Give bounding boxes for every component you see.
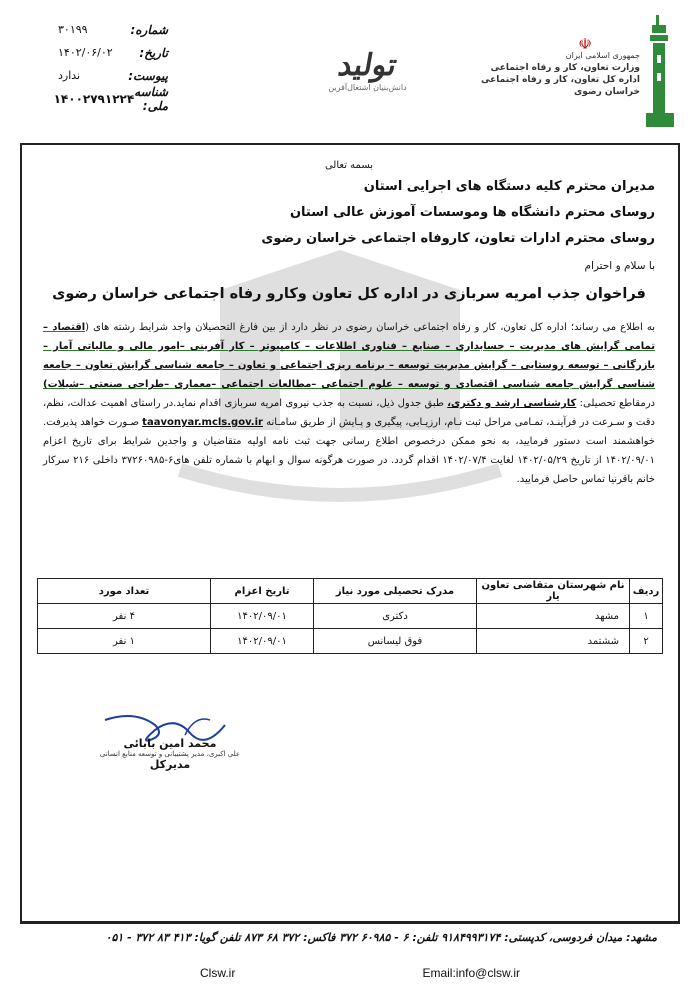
registration-site-link[interactable]: taavonyar.mcls.gov.ir	[142, 417, 263, 428]
website-link[interactable]: Clsw.ir	[200, 966, 236, 980]
recruitment-table	[37, 578, 663, 654]
table-header: نام شهرستان متقاضی تعاون یار	[477, 579, 630, 604]
signatory-note: علی اکبری، مدیر پشتیبانی و توسعه منابع انسانی	[99, 750, 241, 758]
tower-logo-icon	[642, 15, 680, 127]
table-header: تعداد مورد	[38, 579, 211, 604]
table-row	[38, 629, 663, 654]
footer-divider	[20, 922, 680, 924]
addressee-line: روسای محترم ادارات تعاون، کاروفاه اجتماعی خراسان رضوی	[261, 231, 655, 246]
table-cell: دکتری	[314, 604, 477, 629]
letter-title: فراخوان جذب امریه سربازی در اداره کل تعاون وکارو رفاه اجتماعی خراسان رضوی	[52, 286, 646, 302]
emblem-icon: ☫	[578, 35, 592, 53]
addressee-line: روسای محترم دانشگاه ها وموسسات آموزش عالی استان	[289, 205, 655, 220]
signatory-name: محمد امین بابائی	[123, 737, 217, 750]
meta-number: شماره: ۳۰۱۹۹	[58, 22, 168, 37]
table-row	[38, 604, 663, 629]
table-header: مدرک تحصیلی مورد نیاز	[314, 579, 477, 604]
table-cell: ۱۴۰۲/۰۹/۰۱	[211, 604, 314, 629]
letter-body: به اطلاع می رساند؛ اداره کل تعاون، کار و رفاه اجتماعی خراسان رضوی در نظر دارد از بین فارغ التحصیلان واجد شرایط رشته های (اقتصاد – تمامی گرایش های مدیریت – حسابداری – صنایع – فناوری اطلاعات – کامپیوتر – کار آفرینی –امور مالی و مالیاتی آمار – بازرگانی – توسعه روستایی – گرایش مدیریت توسعه – برنامه ریزی اجتماعی و تعاون – جامعه شناسی گرایش تعاون – جامعه شناسی گرایش جامعه شناسی اقتصادی و توسعه – علوم اجتماعی –مطالعات اجتماعی –معماری –طراحی صنعتی –شیلات) درمقاطع تحصیلی: کارشناسی ارشد و دکتری، طبق جدول ذیل، نسبت به جذب نیروی امریه سربازی اقدام نماید.در راستای اهمیت عدالت، نظم، دقت و سـرعت در فرآینـد، تمـامی مراحل ثبت نـام، ارزیـابی، پیگیری و پـایش از طریق سامـانه taavonyar.mcls.gov.ir صـورت خواهد پذیرفت. خواهشمند است دستور فرمایید، به نحو ممکن درخصوص اطلاع رسانی جهت ثبت نامه اولیه متقاضیان و واجدین شرایط برای تاریخ اعزام ۱۴۰۲/۰۹/۰۱ از تاریخ ۱۴۰۲/۰۵/۲۹ لغایت ۱۴۰۲/۰۷/۴ اقدام گردد. در صورت هرگونه سوال و ابهام با شماره تلفن های۶-۳۷۲۶۰۹۸۵ داخلی ۲۱۶ سرکار خانم باقرنیا تماس حاصل فرمایید.	[43, 322, 656, 485]
greeting: با سلام و احترام	[584, 260, 655, 272]
signature-block	[95, 705, 245, 790]
letter-meta	[53, 18, 168, 128]
table-cell: ۲	[630, 629, 663, 654]
degree-levels: کارشناسی ارشد و دکتری،	[447, 398, 577, 409]
ministry-header: ☫ جمهوری اسلامی ایران وزارت تعاون، کار و رفاه اجتماعی اداره کل تعاون، کار و رفاه اجتماعی خراسان رضوی	[481, 35, 640, 97]
table-cell: فوق لیسانس	[314, 629, 477, 654]
table-header: ردیف	[630, 579, 663, 604]
footer-address: مشهد: میدان فردوسی، کدپستی: ۹۱۸۴۹۹۳۱۷۴ تلفن: ۶ - ۶۰۹۸۵ ۳۷۲ فاکس: ۳۷۲ ۶۸ ۸۷۳ تلفن گویا: ۴۱۳ ۸۳ ۳۷۲ - ۰۵۱	[105, 931, 657, 944]
meta-attachment: پیوست: ندارد	[58, 68, 168, 83]
meta-date: تاریخ: ۱۴۰۲/۰۶/۰۲	[58, 45, 168, 60]
footer-contacts	[200, 966, 520, 980]
production-logo: تولید دانش‌بنیان اشتغال‌آفرین	[328, 48, 407, 92]
email-link[interactable]: Email:info@clsw.ir	[422, 966, 520, 980]
signatory-position: مدیرکل	[149, 758, 191, 771]
table-header: تاریخ اعزام	[211, 579, 314, 604]
table-cell: ۴ نفر	[38, 604, 211, 629]
table-header-row	[38, 579, 663, 604]
meta-national-id: شناسه ملی: ۱۴۰۰۲۷۹۱۲۲۴	[53, 84, 168, 113]
addressee-line: مدیران محترم کلیه دستگاه های اجرایی استان	[363, 179, 655, 194]
table-cell: ۱	[630, 604, 663, 629]
letter-content	[43, 160, 655, 489]
fields-of-study: اقتصاد – تمامی گرایش های مدیریت – حسابداری – صنایع – فناوری اطلاعات – کامپیوتر – کار آفرینی –امور مالی و مالیاتی آمار – بازرگانی – توسعه روستایی – گرایش مدیریت توسعه – برنامه ریزی اجتماعی و تعاون – جامعه شناسی گرایش تعاون – جامعه شناسی گرایش جامعه شناسی اقتصادی و توسعه – علوم اجتماعی –مطالعات اجتماعی –معماری –طراحی صنعتی –شیلات)	[43, 322, 655, 390]
table-cell: ششتمد	[477, 629, 630, 654]
table-cell: ۱۴۰۲/۰۹/۰۱	[211, 629, 314, 654]
table-cell: مشهد	[477, 604, 630, 629]
table-cell: ۱ نفر	[38, 629, 211, 654]
basmala: بسمه تعالی	[324, 160, 374, 171]
